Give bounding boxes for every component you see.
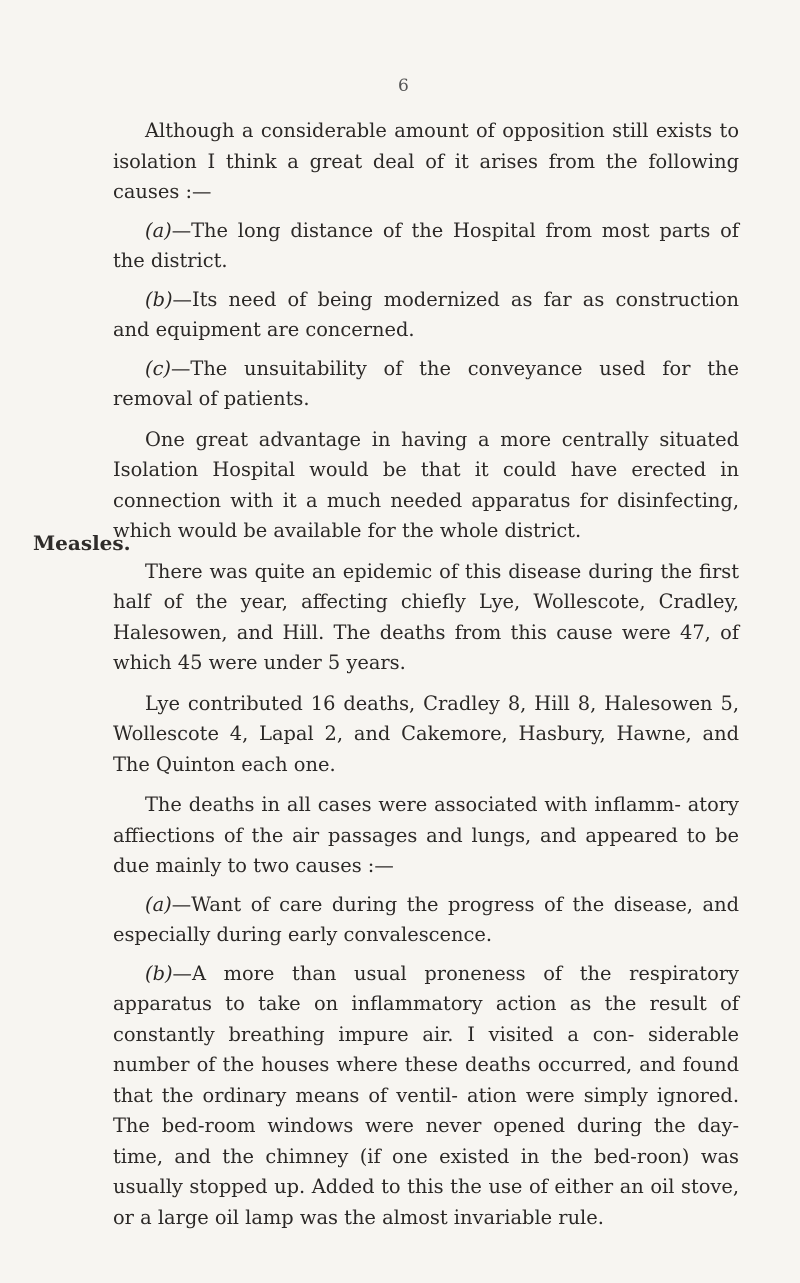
paragraph-epidemic: There was quite an epidemic of this disease during the first half of the year, affecting chiefly Lye, Wollescote, Cradley, Halesowen, and Hill. The deaths from this cause were 47, of which 45 were under 5 years.	[113, 559, 739, 674]
cause-c-text: —The unsuitability of the conveyance used for the removal of patients.	[113, 356, 739, 410]
cause-a-distance	[113, 216, 739, 277]
cause-b2-text: —A more than usual proneness of the respiratory apparatus to take on inflammatory action as the result of constantly breathing impure air. I visited a con- siderable number of the houses where these deaths occurred, and found that the ordinary means of ventil- ation were simply ignored. The bed-room windows were never opened during the day-time, and the chimney (if one existed in the bed-roon) was usually stopped up. Added to this the use of either an oil stove, or a large oil lamp was the almost invariable rule.	[113, 961, 739, 1229]
sidenote-measles: Measles.	[33, 531, 131, 555]
paragraph-opposition: Although a considerable amount of opposition still exists to isolation I think a great deal of it arises from the following causes :—	[113, 119, 739, 203]
cause-a-label: (a)	[145, 218, 172, 242]
cause-c-label: (c)	[145, 356, 171, 380]
paragraph-associated-causes: The deaths in all cases were associated with inflamm- atory affiections of the air passages and lungs, and appeared to be due mainly to two causes :—	[113, 793, 739, 877]
cause-a2-text: —Want of care during the progress of the disease, and especially during early convalescence.	[113, 892, 739, 946]
cause-c-conveyance	[113, 354, 739, 415]
cause-b-label: (b)	[145, 287, 173, 311]
cause-a2-label: (a)	[145, 892, 172, 916]
cause-b2-label: (b)	[145, 961, 173, 985]
paragraph-deaths-by-place: Lye contributed 16 deaths, Cradley 8, Hill 8, Halesowen 5, Wollescote 4, Lapal 2, and Cakemore, Hasbury, Hawne, and The Quinton each one.	[113, 691, 739, 776]
cause-b-text: —Its need of being modernized as far as construction and equipment are concerned.	[113, 287, 739, 341]
body-text	[113, 116, 739, 1243]
cause-b-proneness	[113, 959, 739, 1234]
page-number: 6	[398, 76, 409, 96]
paragraph-advantage: One great advantage in having a more centrally situated Isolation Hospital would be that it could have erected in connection with it a much needed apparatus for disinfecting, which would be available for the whole district.	[113, 427, 739, 542]
cause-a-text: —The long distance of the Hospital from most parts of the district.	[113, 218, 739, 272]
cause-a-want-of-care	[113, 890, 739, 951]
cause-b-modernized	[113, 285, 739, 346]
